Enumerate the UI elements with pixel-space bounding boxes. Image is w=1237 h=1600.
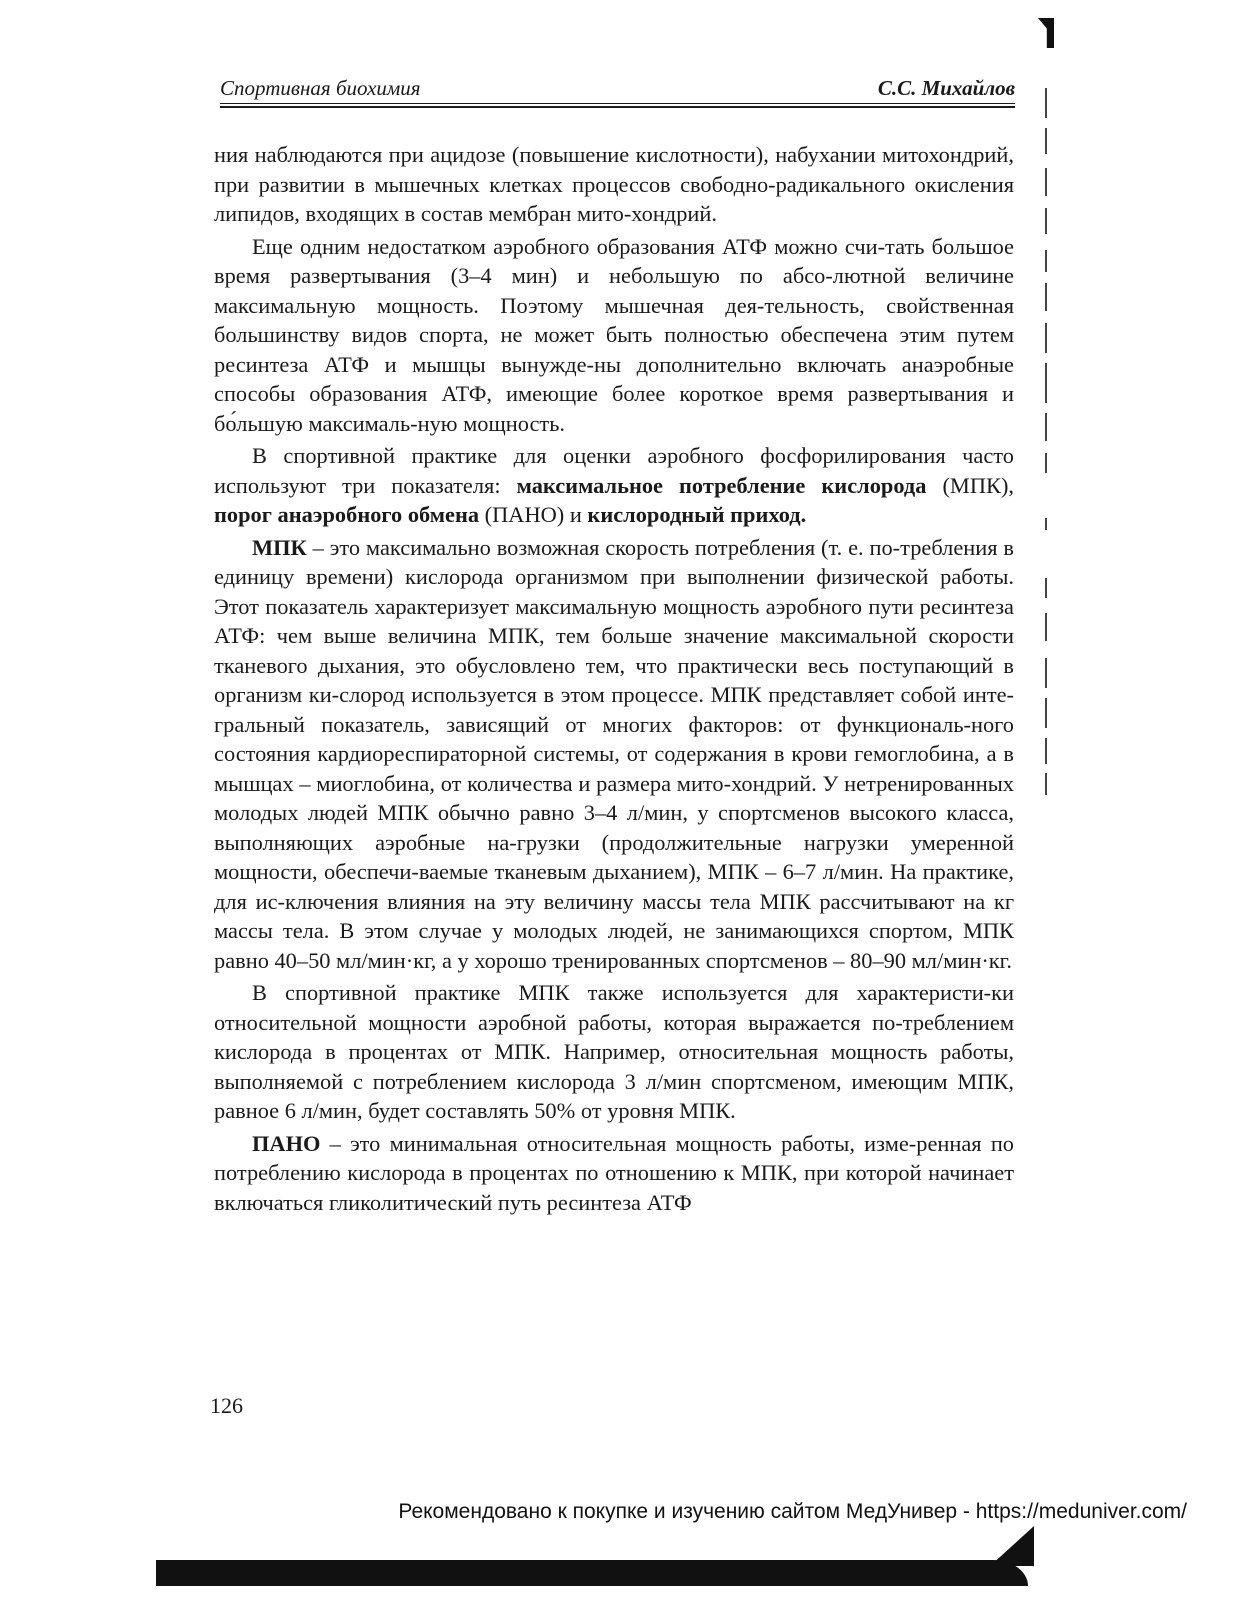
spine-mark bbox=[1045, 283, 1047, 311]
term-mpk: МПК bbox=[252, 534, 307, 560]
spine-mark bbox=[1045, 578, 1047, 598]
spine-mark bbox=[1045, 698, 1047, 728]
header-rule-thick bbox=[220, 106, 1015, 108]
spine-mark bbox=[1045, 323, 1047, 353]
term-pano: ПАНО bbox=[252, 1130, 321, 1156]
scan-edge-bar bbox=[156, 1560, 1028, 1586]
paragraph-3-text-a: В спортивной практике для оценки аэробного фосфорилирования часто используют три показателя: bbox=[214, 443, 1014, 498]
page-number: 126 bbox=[210, 1393, 243, 1418]
scan-spine-edge bbox=[1042, 18, 1052, 1578]
header-author: С.С. Михайлов bbox=[877, 76, 1015, 100]
paragraph-3-text-d: (ПАНО) и bbox=[479, 502, 588, 527]
term-pano-full: порог анаэробного обмена bbox=[214, 502, 480, 527]
spine-mark bbox=[1045, 413, 1047, 441]
spine-mark bbox=[1045, 738, 1047, 764]
running-header bbox=[220, 72, 1015, 102]
footer-recommendation: Рекомендовано к покупке и изучению сайтом МедУнивер - https://meduniver.com/ bbox=[398, 1500, 1187, 1523]
spine-mark bbox=[1045, 658, 1047, 688]
paragraph-6-text: – это минимальная относительная мощность работы, изме-ренная по потреблению кислорода в процентах по отношению к МПК, при которой начинает включаться гликолитический путь ресинтеза АТФ bbox=[214, 1130, 1014, 1215]
spine-mark bbox=[1045, 250, 1047, 272]
term-mpk-full: максимальное потребление кислорода bbox=[516, 472, 927, 498]
spine-mark bbox=[1045, 518, 1047, 530]
paragraph-4 bbox=[214, 533, 1014, 976]
paragraph-1: ния наблюдаются при ацидозе (повышение кислотности), набухании митохондрий, при развитии в мышечных клетках процессов свободно-радикального окисления липидов, входящих в состав мембран мито-хондрий. bbox=[214, 142, 1014, 226]
spine-mark bbox=[1045, 453, 1047, 473]
paragraph-5: В спортивной практике МПК также используется для характеристи-ки относительной мощности аэробной работы, которая выражается по-треблением кислорода в процентах от МПК. Например, относительная мощность работы, выполняемой с потреблением кислорода 3 л/мин спортсменом, имеющим МПК, равное 6 л/мин, будет составлять 50% от уровня МПК. bbox=[214, 980, 1014, 1123]
paragraph-6 bbox=[214, 1129, 1014, 1218]
term-oxygen-intake: кислородный приход. bbox=[587, 502, 807, 527]
spine-mark bbox=[1045, 208, 1047, 234]
header-book-title: Спортивная биохимия bbox=[220, 76, 421, 100]
spine-mark bbox=[1045, 128, 1047, 154]
spine-mark bbox=[1045, 773, 1047, 795]
paragraph-3 bbox=[214, 441, 1014, 530]
spine-top-mark bbox=[1038, 18, 1054, 48]
spine-mark bbox=[1045, 363, 1047, 403]
spine-mark bbox=[1045, 613, 1047, 641]
spine-mark bbox=[1045, 168, 1047, 196]
paragraph-3-text-c: (МПК), bbox=[926, 472, 1014, 498]
spine-mark bbox=[1045, 88, 1047, 118]
paragraph-2: Еще одним недостатком аэробного образования АТФ можно счи-тать большое время развертывания (3–4 мин) и небольшую по абсо-лютной величине максимальную мощность. Поэтому мышечная дея-тельность, свойственная большинству видов спорта, не может быть полностью обеспечена этим путем ресинтеза АТФ и мышцы вынужде-ны дополнительно включать анаэробные способы образования АТФ, имеющие более короткое время развертывания и бо́льшую максималь-ную мощность. bbox=[214, 233, 1014, 436]
header-rule-thin bbox=[220, 103, 1015, 104]
paragraph-4-text: – это максимально возможная скорость потребления (т. е. по-требления в единицу времени) кислорода организмом при выполнении физической работы. Этот показатель характеризует максимальную мощность аэробного пути ресинтеза АТФ: чем выше величина МПК, тем больше значение максимальной скорости тканевого дыхания, это обусловлено тем, что практически весь поступающий в организм ки-слород используется в этом процессе. МПК представляет собой инте-гральный показатель, зависящий от многих факторов: от функциональ-ного состояния кардиореспираторной системы, от содержания в крови гемоглобина, а в мышцах – миоглобина, от количества и размера мито-хондрий. У нетренированных молодых людей МПК обычно равно 3–4 л/мин, у спортсменов высокого класса, выполняющих аэробные на-грузки (продолжительные нагрузки умеренной мощности, обеспечи-ваемые тканевым дыханием), МПК – 6–7 л/мин. На практике, для ис-ключения влияния на эту величину массы тела МПК рассчитывают на кг массы тела. В этом случае у молодых людей, не занимающихся спортом, МПК равно 40–50 мл/мин·кг, а у хорошо тренированных спортсменов – 80–90 мл/мин·кг. bbox=[214, 534, 1014, 973]
page-body bbox=[214, 140, 1014, 1220]
